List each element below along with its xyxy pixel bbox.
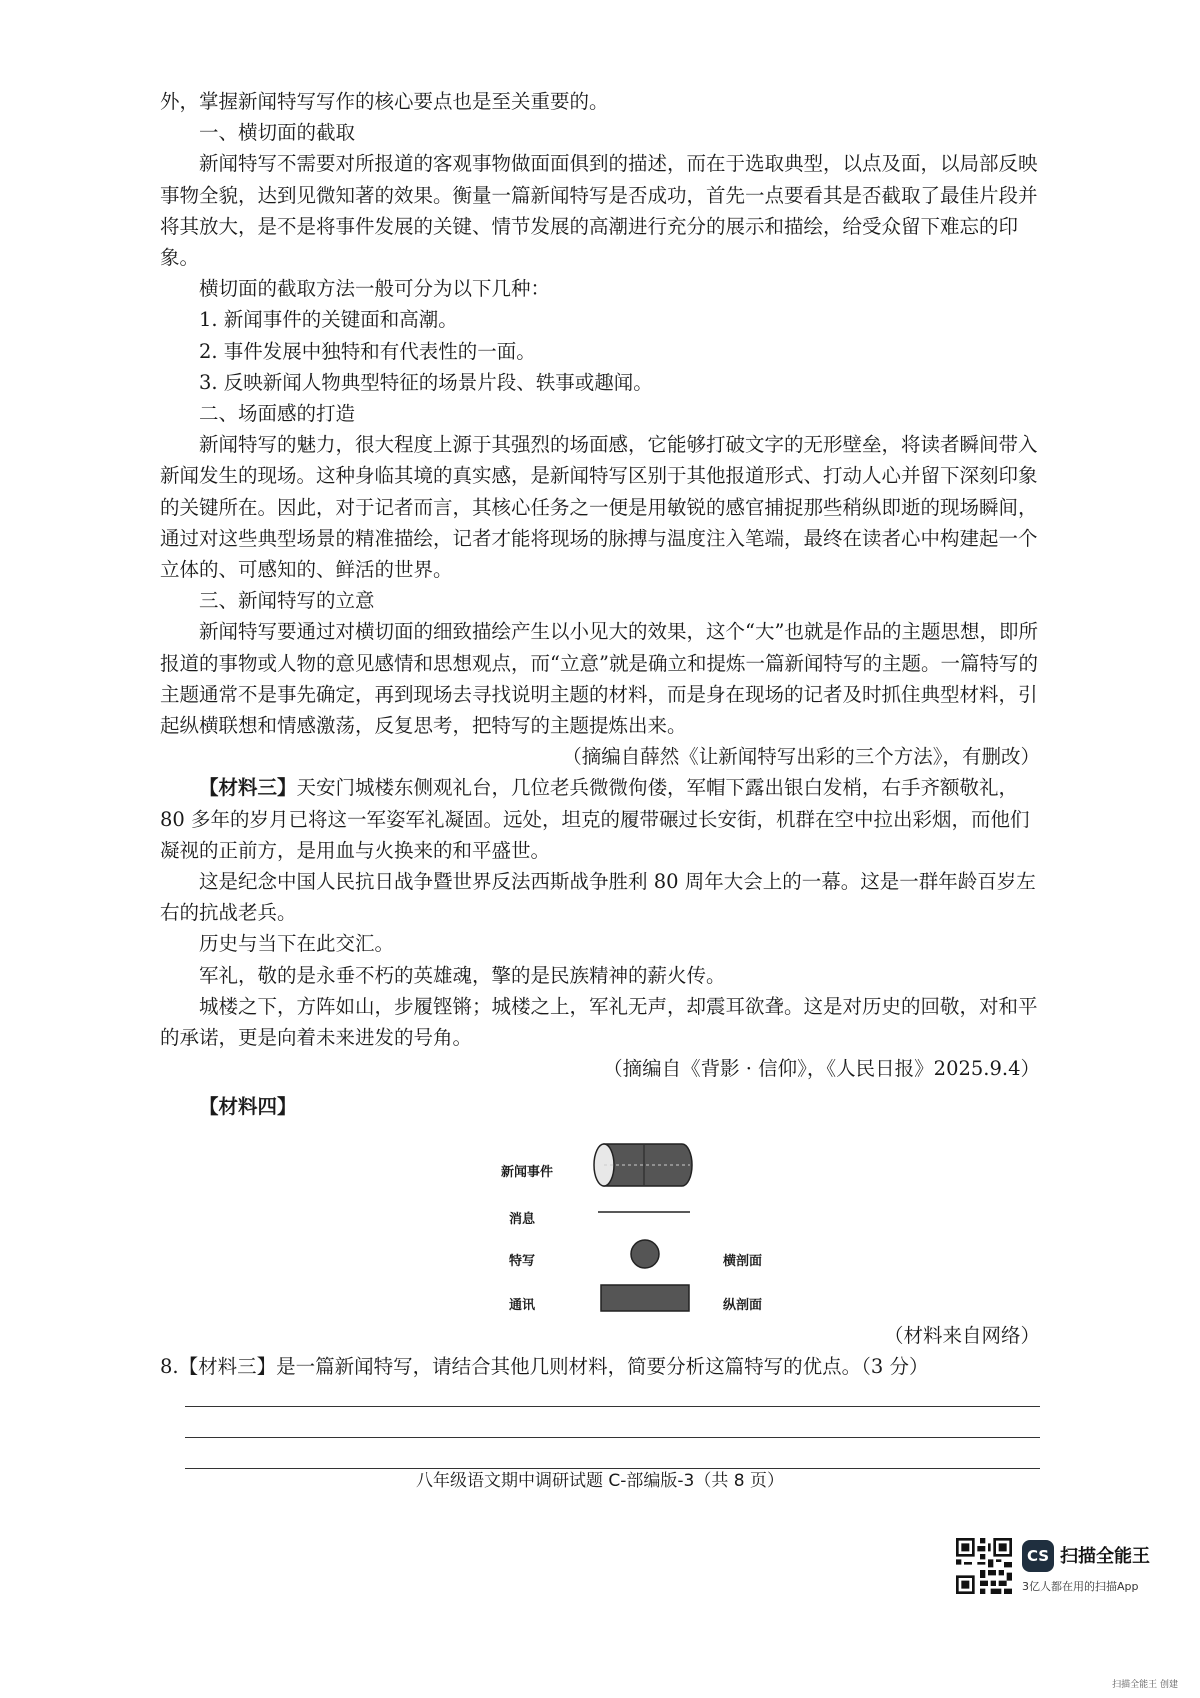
label-cross-section: 横剖面	[723, 1253, 763, 1269]
label-report: 通讯	[509, 1297, 536, 1313]
watermark-subtitle: 3亿人都在用的扫描App	[1022, 1580, 1139, 1593]
label-news: 消息	[509, 1211, 536, 1227]
scanner-watermark	[956, 1538, 1176, 1598]
text-line: 外，掌握新闻特写写作的核心要点也是至关重要的。	[160, 90, 609, 113]
label-news-event: 新闻事件	[501, 1164, 554, 1180]
question-8: 8.【材料三】是一篇新闻特写，请结合其他几则材料，简要分析这篇特写的优点。（3 分）	[160, 1354, 929, 1378]
material-text: 天安门城楼东侧观礼台，几位老兵微微佝偻，军帽下露出银白发梢，右手齐额敬礼，80 多年的岁月已将这一军姿军礼凝固。远处，坦克的履带碾过长安街，机群在空中拉出彩烟，而他们凝视的正前方，是用血与火换来的和平盛世。	[160, 776, 1030, 862]
paragraph: 这是纪念中国人民抗日战争暨世界反法西斯战争胜利 80 周年大会上的一幕。这是一群年龄百岁左右的抗战老兵。	[160, 870, 1036, 925]
label-longitudinal-section: 纵剖面	[723, 1297, 763, 1313]
diagram-graphics	[160, 1130, 1040, 1320]
paragraph: 新闻特写不需要对所报道的客观事物做面面俱到的描述，而在于选取典型，以点及面，以局部反映事物全貌，达到见微知著的效果。衡量一篇新闻特写是否成功，首先一点要看其是否截取了最佳片段并将其放大，是不是将事件发展的关键、情节发展的高潮进行充分的展示和描绘，给受众留下难忘的印象。	[160, 152, 1038, 270]
paragraph: 城楼之下，方阵如山，步履铿锵；城楼之上，军礼无声，却震耳欲聋。这是对历史的回敬，对和平的承诺，更是向着未来进发的号角。	[160, 994, 1038, 1050]
list-item: 3. 反映新闻人物典型特征的场景片段、轶事或趣闻。	[199, 370, 653, 394]
report-rectangle	[601, 1285, 689, 1311]
watermark-corner-text: 扫描全能王 创建	[1112, 1680, 1178, 1690]
cylinder-shape	[594, 1144, 692, 1186]
material-four-tag: 【材料四】	[199, 1094, 297, 1118]
paragraph: 横切面的截取方法一般可分为以下几种：	[199, 277, 551, 301]
qr-code-icon	[956, 1538, 1012, 1594]
watermark-title: 扫描全能王	[1060, 1546, 1150, 1567]
section-heading: 二、场面感的打造	[199, 402, 356, 426]
paragraph: 新闻特写要通过对横切面的细致描绘产生以小见大的效果，这个“大”也就是作品的主题思想，即所报道的事物或人物的意见感情和思想观点，而“立意”就是确立和提炼一篇新闻特写的主题。一篇特写的主题通常不是事先确定，再到现场去寻找说明主题的材料，而是身在现场的记者及时抓住典型材料，引起纵横联想和情感激荡，反复思考，把特写的主题提炼出来。	[160, 620, 1038, 738]
paragraph: 历史与当下在此交汇。	[199, 932, 395, 956]
source-citation: （摘编自《背影 · 信仰》，《人民日报》2025.9.4）	[603, 1057, 1040, 1081]
paragraph: 新闻特写的魅力，很大程度上源于其强烈的场面感，它能够打破文字的无形壁垒，将读者瞬间带入新闻发生的现场。这种身临其境的真实感，是新闻特写区别于其他报道形式、打动人心并留下深刻印象的关键所在。因此，对于记者而言，其核心任务之一便是用敏锐的感官捕捉那些稍纵即逝的现场瞬间，通过对这些典型场景的精准描绘，记者才能将现场的脉搏与温度注入笔端，最终在读者心中构建起一个立体的、可感知的、鲜活的世界。	[160, 433, 1038, 582]
source-citation: （摘编自薛然《让新闻特写出彩的三个方法》，有删改）	[562, 745, 1040, 769]
label-feature: 特写	[509, 1253, 536, 1269]
camscanner-logo-icon: CS	[1022, 1540, 1054, 1572]
page-footer: 八年级语文期中调研试题 C-部编版-3（共 8 页）	[416, 1471, 784, 1491]
paragraph: 军礼，敬的是永垂不朽的英雄魂，擎的是民族精神的薪火传。	[199, 963, 726, 987]
material-three-paragraph	[160, 772, 1040, 866]
page-content	[160, 86, 1040, 1469]
list-item: 2. 事件发展中独特和有代表性的一面。	[199, 339, 536, 363]
section-heading: 一、横切面的截取	[199, 121, 356, 145]
section-heading: 三、新闻特写的立意	[199, 589, 375, 613]
feature-circle	[631, 1240, 659, 1268]
material-tag: 【材料三】	[199, 776, 297, 800]
list-item: 1. 新闻事件的关键面和高潮。	[199, 308, 458, 332]
news-genre-diagram	[160, 1130, 1040, 1320]
source-citation: （材料来自网络）	[883, 1323, 1040, 1347]
